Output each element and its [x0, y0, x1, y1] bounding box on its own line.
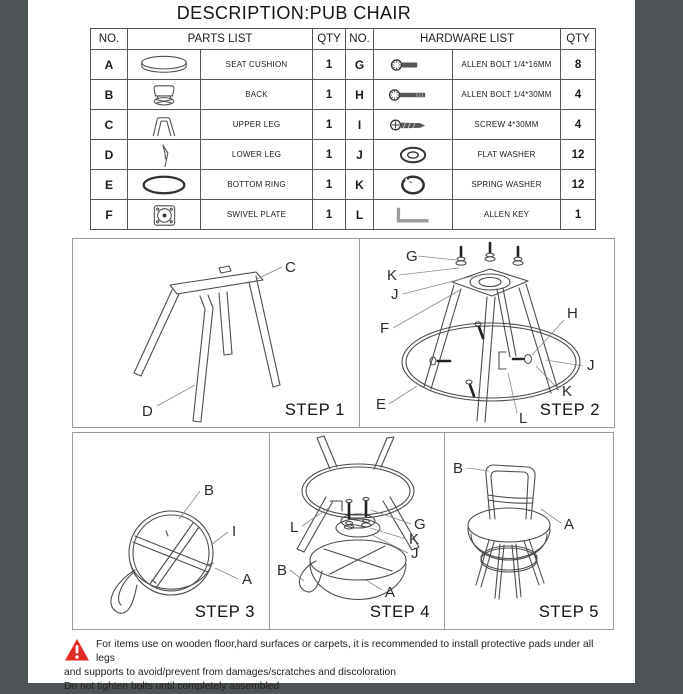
callout-letter-b: B: [204, 482, 215, 499]
step-4-label: STEP 4: [369, 603, 430, 621]
header-no-hardware: NO.: [346, 29, 374, 50]
upper-leg-icon: [133, 112, 195, 138]
part-no: B: [91, 80, 128, 110]
part-name: BOTTOM RING: [201, 170, 313, 200]
callout-letter-f: F: [380, 320, 390, 337]
hardware-no: G: [346, 50, 374, 80]
part-no: E: [91, 170, 128, 200]
callout-letter-k: K: [409, 531, 420, 548]
part-qty: 1: [313, 140, 346, 170]
lower-leg-icon: [133, 142, 195, 168]
allen-key-icon: [382, 202, 444, 228]
callout-letter-a: A: [564, 516, 575, 533]
callout-letter-a: A: [385, 584, 396, 601]
callout-letter-g: G: [414, 516, 426, 533]
hardware-name: SPRING WASHER: [453, 170, 561, 200]
hardware-no: K: [346, 170, 374, 200]
header-qty-hardware: QTY: [561, 29, 596, 50]
callout-letter-h: H: [567, 305, 578, 322]
flat-washer-icon: [382, 142, 444, 168]
part-qty: 1: [313, 170, 346, 200]
hardware-qty: 8: [561, 50, 596, 80]
bottom-ring-icon: [133, 172, 195, 198]
step-5-panel: [444, 432, 614, 630]
callout-letter-k: K: [562, 383, 573, 400]
table-header-row: [91, 29, 596, 50]
hardware-icon-cell: [374, 110, 453, 140]
hardware-name: ALLEN KEY: [453, 200, 561, 230]
step-2-diagram: [360, 239, 614, 427]
callout-letter-b: B: [277, 562, 288, 579]
hardware-name: ALLEN BOLT 1/4*16MM: [453, 50, 561, 80]
callout-letter-j: J: [587, 357, 595, 374]
callout-letter-c: C: [285, 259, 296, 276]
parts-hardware-table: [90, 28, 596, 230]
part-no: F: [91, 200, 128, 230]
hardware-qty: 4: [561, 110, 596, 140]
step-3-label: STEP 3: [194, 603, 255, 621]
callout-letter-j: J: [391, 286, 399, 303]
hardware-no: I: [346, 110, 374, 140]
step-4-panel: [269, 432, 445, 630]
hardware-icon-cell: [374, 200, 453, 230]
header-qty-parts: QTY: [313, 29, 346, 50]
hardware-qty: 4: [561, 80, 596, 110]
note-line-1: For items use on wooden floor,hard surfaces or carpets, it is recommended to install protective pads under all legs: [96, 639, 594, 664]
step-4-diagram: [270, 433, 444, 629]
note-line-2: and supports to avoid/prevent from damages/scratches and discoloration: [64, 667, 396, 678]
header-hardware-list: HARDWARE LIST: [374, 29, 561, 50]
instruction-page: [28, 0, 635, 692]
part-name: LOWER LEG: [201, 140, 313, 170]
callout-letter-l: L: [290, 519, 299, 536]
part-qty: 1: [313, 50, 346, 80]
part-icon-cell: [128, 110, 201, 140]
part-icon-cell: [128, 50, 201, 80]
step-2-panel: [359, 238, 615, 428]
header-no-parts: NO.: [91, 29, 128, 50]
part-icon-cell: [128, 140, 201, 170]
part-name: SWIVEL PLATE: [201, 200, 313, 230]
step-1-label: STEP 1: [284, 401, 345, 419]
callout-letter-i: I: [232, 523, 237, 540]
spring-washer-icon: [382, 172, 444, 198]
callout-letter-g: G: [406, 248, 418, 265]
part-name: BACK: [201, 80, 313, 110]
page-title: DESCRIPTION:PUB CHAIR: [176, 3, 412, 23]
hardware-icon-cell: [374, 170, 453, 200]
steps-row-top: [72, 238, 615, 428]
header-parts-list: PARTS LIST: [128, 29, 313, 50]
callout-letter-d: D: [142, 403, 153, 420]
part-icon-cell: [128, 80, 201, 110]
swivel-plate-icon: [133, 202, 195, 228]
hardware-name: ALLEN BOLT 1/4*30MM: [453, 80, 561, 110]
callout-letter-e: E: [376, 396, 387, 413]
part-name: SEAT CUSHION: [201, 50, 313, 80]
part-no: A: [91, 50, 128, 80]
allen-bolt-short-icon: [382, 52, 444, 78]
screw-icon: [382, 112, 444, 138]
step-3-diagram: [73, 433, 269, 629]
hardware-qty: 12: [561, 140, 596, 170]
part-qty: 1: [313, 200, 346, 230]
assembly-notes: [64, 638, 598, 694]
callout-letter-l: L: [519, 410, 528, 427]
hardware-qty: 12: [561, 170, 596, 200]
callout-letter-a: A: [242, 571, 253, 588]
note-line-3: Do not tighten bolts until completely assembled: [64, 681, 280, 692]
callout-letter-j: J: [411, 545, 419, 562]
warning-triangle-icon: [64, 638, 90, 662]
step-5-diagram: [445, 433, 613, 629]
step-5-label: STEP 5: [538, 603, 599, 621]
hardware-qty: 1: [561, 200, 596, 230]
part-qty: 1: [313, 110, 346, 140]
hardware-no: J: [346, 140, 374, 170]
seat-cushion-icon: [133, 52, 195, 78]
hardware-no: H: [346, 80, 374, 110]
step-1-diagram: [73, 239, 359, 427]
part-icon-cell: [128, 200, 201, 230]
step-3-panel: [72, 432, 270, 630]
part-qty: 1: [313, 80, 346, 110]
part-no: D: [91, 140, 128, 170]
table-row: [91, 170, 596, 200]
step-1-panel: [72, 238, 360, 428]
table-row: [91, 50, 596, 80]
hardware-name: SCREW 4*30MM: [453, 110, 561, 140]
callout-letter-b: B: [453, 460, 464, 477]
hardware-icon-cell: [374, 140, 453, 170]
hardware-icon-cell: [374, 80, 453, 110]
back-icon: [133, 82, 195, 108]
table-row: [91, 200, 596, 230]
steps-row-bottom: [72, 432, 614, 630]
allen-bolt-long-icon: [382, 82, 444, 108]
hardware-name: FLAT WASHER: [453, 140, 561, 170]
step-2-label: STEP 2: [539, 401, 600, 419]
part-name: UPPER LEG: [201, 110, 313, 140]
part-no: C: [91, 110, 128, 140]
hardware-no: L: [346, 200, 374, 230]
table-row: [91, 80, 596, 110]
hardware-icon-cell: [374, 50, 453, 80]
table-row: [91, 110, 596, 140]
part-icon-cell: [128, 170, 201, 200]
callout-letter-k: K: [387, 267, 398, 284]
table-row: [91, 140, 596, 170]
